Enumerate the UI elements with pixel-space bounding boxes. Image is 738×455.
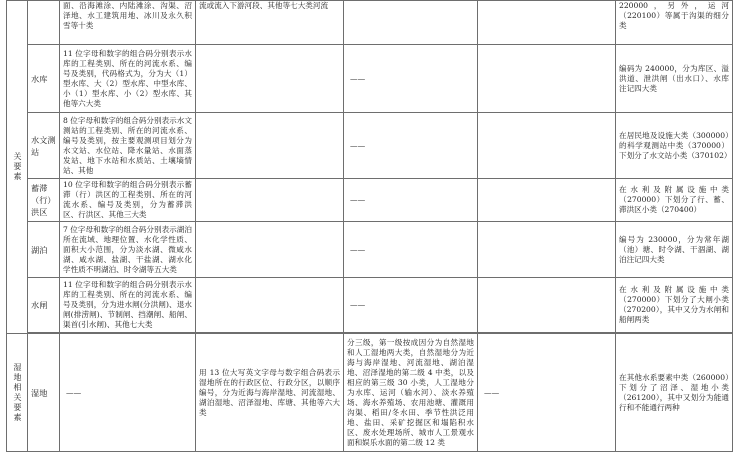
table-row <box>7 1 733 45</box>
table-row <box>7 113 733 179</box>
code-description: 10 位字母和数字的组合码分别表示蓄滞（行）洪区的工程类别、所在的河流水系、编号及类别，分为蓄滞洪区、行洪区、其他三大类 <box>60 179 196 222</box>
cell-col4: —— <box>344 278 478 333</box>
cell-col3 <box>196 113 344 179</box>
code-description: 11 位字母和数字的组合码分别表示水库的工程类别、所在的河流水系、编号及类别，代码格式为，分为大（1）型水库、大（2）型水库、中型水库、小（1）型水库、小（2）型水库、其他等六大类 <box>60 45 196 113</box>
element-name: 水闸 <box>28 278 60 333</box>
classification-cell: 流或流入下游河段、其他等七大类河流 <box>196 1 344 45</box>
cell-col4: —— <box>344 179 478 222</box>
cell-col5 <box>478 1 616 45</box>
note-cell: 在其他水系要素中类（260000）下划分了沼泽、湿地小类（261200），其中又划分为能通行和不能通行两种 <box>616 334 733 452</box>
cell-col5 <box>478 45 616 113</box>
cell-col4: —— <box>344 113 478 179</box>
cell-col2: —— <box>60 334 196 452</box>
code-description: 7 位字母和数字的组合码分别表示湖泊所在流域、地理位置、水化学性质、面积大小范围，分为淡水湖、微咸水湖、咸水湖、盐湖、干盐湖、湖水化学性质不明湖泊、时令湖等五大类 <box>60 222 196 278</box>
cell-col3 <box>196 179 344 222</box>
note-cell: 在居民地及设施大类（300000）的科学观测站中类（370000）下划分了水文站小类（370102） <box>616 113 733 179</box>
table-row <box>7 222 733 278</box>
cell-col3 <box>196 222 344 278</box>
code-description: 用 13 位大写英文字母与数字组合码表示湿地所在的行政区位、行政分区，以顺序编号，分为近海与海岸湿地、河流湿地、湖泊湿地、沼泽湿地、库塘、其他等六大类 <box>196 334 344 452</box>
cell-col5 <box>478 179 616 222</box>
note-cell: 在水利及附属设施中类（270000）下划分了大闸小类（270200），其中又分为水闸和船闸两类 <box>616 278 733 333</box>
table-row <box>7 179 733 222</box>
cell-col5 <box>478 278 616 333</box>
note-cell: 编码为 240000，分为库区、溢洪道、泄洪闸（出水口）、水库注记四大类 <box>616 45 733 113</box>
element-name: 水文测站 <box>28 113 60 179</box>
code-description: 8 位字母和数字的组合码分别表示水文测站的工程类别、所在的河流水系、编号及类别，按主要观测项目划分为水文站、水位站、降水量站、水面蒸发站、地下水站和水质站、土壤墒情站、其他 <box>60 113 196 179</box>
code-description: 11 位字母和数字的组合码分别表示水库的工程类别、所在的河流水系、编号及类别，分为进水闸(分洪闸)、退水闸(排涝闸)、节制闸、挡潮闸、船闸、渠首(引水闸)、其他七大类 <box>60 278 196 333</box>
element-name: 湿地 <box>28 334 60 452</box>
cell-col4: —— <box>344 45 478 113</box>
element-name: 水库 <box>28 45 60 113</box>
comparison-table <box>6 0 733 452</box>
table-row <box>7 45 733 113</box>
table-row-wetland <box>7 334 733 452</box>
element-name: 蓄滞（行）洪区 <box>28 179 60 222</box>
table-row <box>7 278 733 333</box>
cell-col5: —— <box>478 334 616 452</box>
document-page <box>6 0 732 455</box>
code-description: 面、沿海滩涂、内陆滩涂、沟渠、沼泽地、水工建筑用地、冰川及永久积雪等十类 <box>60 1 196 45</box>
cell-col3 <box>196 278 344 333</box>
category-cell: 关要素 <box>7 1 28 334</box>
note-cell: 220000，另外，运河（220100）等属于沟渠的细分类 <box>616 1 733 45</box>
cell-col3 <box>196 45 344 113</box>
cell-col4: —— <box>344 222 478 278</box>
element-name: 湖泊 <box>28 222 60 278</box>
category-cell: 湿地相关要素 <box>7 334 28 452</box>
cell-col4 <box>344 1 478 45</box>
note-cell: 在水利及附属设施中类（270000）下划分了行、蓄、滞洪区小类（270400） <box>616 179 733 222</box>
note-cell: 编号为 230000，分为常年湖（池）塘、时令湖、干涸湖、湖泊注记四大类 <box>616 222 733 278</box>
classification-cell: 分三级，第一级按成因分为自然湿地和人工湿地两大类，自然湿地分为近海与海岸湿地、河流湿地、湖泊湿地、沼泽湿地的第二级 4 中类，以及相应的第三级 30 小类，人工湿地分为水库、运河（输水河）、淡水养殖场、海水养殖场、农用池塘、灌溉用沟渠、稻田/冬水田、季节性洪泛用地、盐田、采矿挖掘区和塌陷积水区、废水处理场所、城市人工景观水面和娱乐水面的第二级 12 类 <box>344 334 478 452</box>
element-name <box>28 1 60 45</box>
cell-col5 <box>478 222 616 278</box>
cell-col5 <box>478 113 616 179</box>
